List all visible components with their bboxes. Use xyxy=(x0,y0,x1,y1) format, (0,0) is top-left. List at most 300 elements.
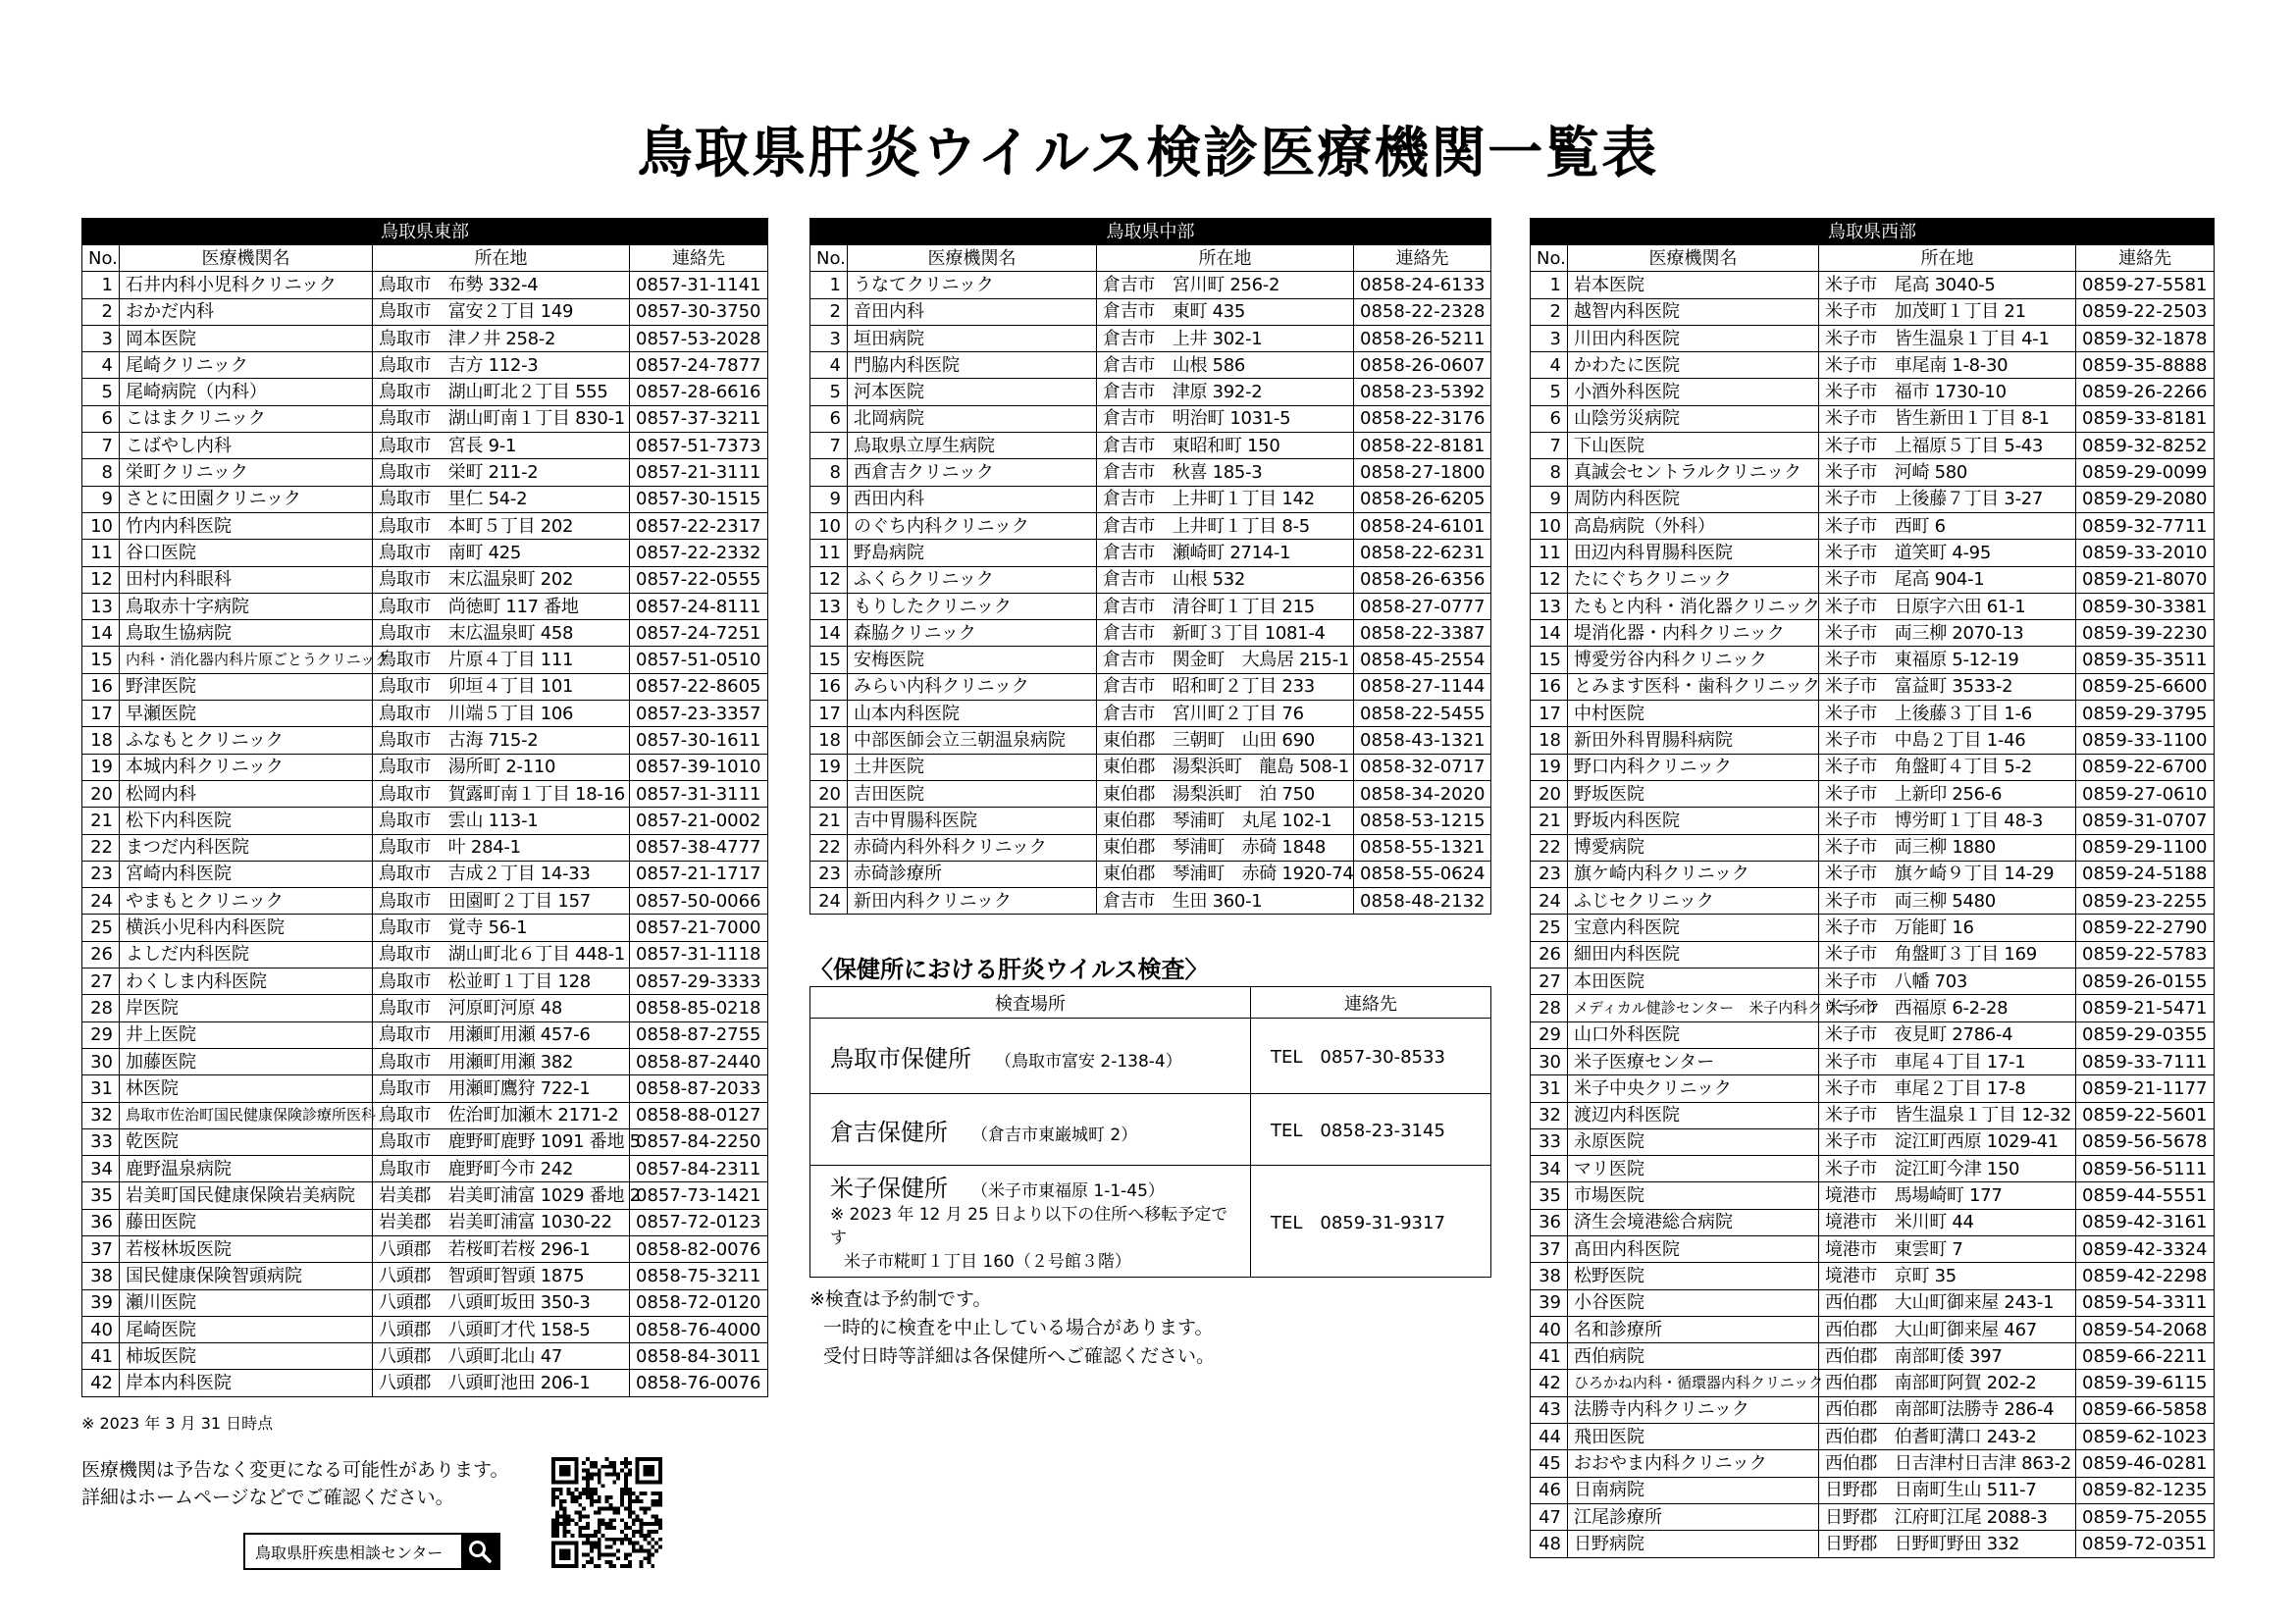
institution-phone: 0859-22-2503 xyxy=(2076,298,2215,325)
institution-address: 米子市 両三柳 1880 xyxy=(1819,834,2076,861)
table-row xyxy=(810,593,1491,619)
health-center-tel: TEL 0859-31-9317 xyxy=(1251,1166,1491,1278)
table-row xyxy=(1531,1021,2215,1048)
row-number: 45 xyxy=(1531,1450,1568,1477)
row-number: 42 xyxy=(1531,1370,1568,1396)
health-center-row xyxy=(810,1166,1491,1278)
table-row xyxy=(1531,1128,2215,1155)
institution-name: 渡辺内科医院 xyxy=(1568,1102,1819,1128)
row-number: 25 xyxy=(1531,915,1568,941)
institution-phone: 0858-75-3211 xyxy=(630,1263,768,1289)
institution-address: 西伯郡 伯耆町溝口 243-2 xyxy=(1819,1424,2076,1450)
institution-address: 鳥取市 津ノ井 258-2 xyxy=(373,325,630,351)
table-row xyxy=(82,1343,768,1370)
institution-address: 鳥取市 佐治町加瀬木 2171-2 xyxy=(373,1102,630,1128)
table-row xyxy=(1531,1424,2215,1450)
institution-name: 鳥取市佐治町国民健康保険診療所医科 xyxy=(120,1102,373,1128)
institution-address: 日野郡 日南町生山 511-7 xyxy=(1819,1477,2076,1503)
table-row xyxy=(82,941,768,968)
institution-address: 八頭郡 八頭町坂田 350-3 xyxy=(373,1289,630,1316)
institution-address: 鳥取市 湖山町北２丁目 555 xyxy=(373,379,630,405)
institution-address: 倉吉市 津原 392-2 xyxy=(1097,379,1354,405)
col-phone: 連絡先 xyxy=(2076,245,2215,272)
institution-phone: 0859-54-3311 xyxy=(2076,1289,2215,1316)
institution-phone: 0858-26-5211 xyxy=(1354,325,1491,351)
institution-phone: 0859-29-0355 xyxy=(2076,1021,2215,1048)
institution-address: 境港市 馬場崎町 177 xyxy=(1819,1182,2076,1209)
row-number: 27 xyxy=(82,969,120,995)
institution-address: 米子市 上福原５丁目 5-43 xyxy=(1819,433,2076,459)
table-row xyxy=(810,701,1491,727)
institution-address: 鳥取市 鹿野町今市 242 xyxy=(373,1156,630,1182)
institution-phone: 0859-33-7111 xyxy=(2076,1048,2215,1074)
table-row xyxy=(82,1263,768,1289)
institution-name: 日野病院 xyxy=(1568,1531,1819,1557)
row-number: 17 xyxy=(82,701,120,727)
row-number: 19 xyxy=(810,754,848,780)
institution-name: 岸本内科医院 xyxy=(120,1370,373,1396)
institution-name: 山陰労災病院 xyxy=(1568,405,1819,432)
row-number: 4 xyxy=(82,352,120,379)
institution-phone: 0859-66-5858 xyxy=(2076,1396,2215,1423)
row-number: 36 xyxy=(82,1209,120,1235)
row-number: 34 xyxy=(82,1156,120,1182)
health-center-name: 倉吉保健所 xyxy=(830,1118,948,1146)
institution-address: 倉吉市 山根 586 xyxy=(1097,352,1354,379)
institution-phone: 0857-29-3333 xyxy=(630,969,768,995)
institution-address: 鳥取市 用瀬町用瀬 457-6 xyxy=(373,1021,630,1048)
table-row xyxy=(810,808,1491,834)
institution-address: 米子市 富益町 3533-2 xyxy=(1819,673,2076,700)
table-row xyxy=(810,754,1491,780)
institution-name: 赤碕内科外科クリニック xyxy=(848,834,1097,861)
institution-name: ふじセクリニック xyxy=(1568,888,1819,915)
institution-address: 倉吉市 山根 532 xyxy=(1097,566,1354,593)
institution-name: 旗ケ崎内科クリニック xyxy=(1568,861,1819,887)
institution-phone: 0857-21-0002 xyxy=(630,808,768,834)
institution-phone: 0858-76-0076 xyxy=(630,1370,768,1396)
institution-address: 米子市 旗ケ崎９丁目 14-29 xyxy=(1819,861,2076,887)
col-address: 所在地 xyxy=(1097,245,1354,272)
table-row xyxy=(82,888,768,915)
institution-address: 米子市 福市 1730-10 xyxy=(1819,379,2076,405)
health-center-row xyxy=(810,1019,1491,1094)
search-icon[interactable] xyxy=(461,1534,498,1569)
institution-address: 八頭郡 若桜町若桜 296-1 xyxy=(373,1235,630,1262)
row-number: 41 xyxy=(82,1343,120,1370)
institution-address: 西伯郡 南部町倭 397 xyxy=(1819,1343,2076,1370)
institution-address: 鳥取市 覚寺 56-1 xyxy=(373,915,630,941)
table-row xyxy=(810,673,1491,700)
institution-phone: 0859-26-2266 xyxy=(2076,379,2215,405)
institution-phone: 0857-72-0123 xyxy=(630,1209,768,1235)
table-row xyxy=(810,352,1491,379)
institution-address: 倉吉市 上井町１丁目 8-5 xyxy=(1097,512,1354,539)
region-header: 鳥取県中部 xyxy=(810,219,1491,245)
region-east xyxy=(81,218,767,1397)
qr-code-icon[interactable] xyxy=(551,1457,662,1568)
institution-address: 東伯郡 湯梨浜町 泊 750 xyxy=(1097,780,1354,807)
institution-name: こばやし内科 xyxy=(120,433,373,459)
institution-address: 倉吉市 昭和町２丁目 233 xyxy=(1097,673,1354,700)
row-number: 4 xyxy=(810,352,848,379)
row-number: 24 xyxy=(810,888,848,915)
table-row xyxy=(82,969,768,995)
institution-phone: 0857-37-3211 xyxy=(630,405,768,432)
row-number: 10 xyxy=(810,512,848,539)
table-row xyxy=(82,1102,768,1128)
institution-name: 河本医院 xyxy=(848,379,1097,405)
institution-phone: 0857-31-1118 xyxy=(630,941,768,968)
institution-name: 瀬川医院 xyxy=(120,1289,373,1316)
row-number: 44 xyxy=(1531,1424,1568,1450)
row-number: 11 xyxy=(810,540,848,566)
row-number: 38 xyxy=(1531,1263,1568,1289)
row-number: 3 xyxy=(82,325,120,351)
institution-phone: 0858-32-0717 xyxy=(1354,754,1491,780)
institution-name: 本田医院 xyxy=(1568,969,1819,995)
institution-phone: 0859-35-8888 xyxy=(2076,352,2215,379)
row-number: 15 xyxy=(810,647,848,673)
col-phone: 連絡先 xyxy=(1354,245,1491,272)
institution-name: 安梅医院 xyxy=(848,647,1097,673)
institution-address: 東伯郡 湯梨浜町 龍島 508-1 xyxy=(1097,754,1354,780)
institution-phone: 0858-88-0127 xyxy=(630,1102,768,1128)
institution-address: 米子市 道笑町 4-95 xyxy=(1819,540,2076,566)
row-number: 6 xyxy=(1531,405,1568,432)
institution-name: 鳥取生協病院 xyxy=(120,620,373,647)
row-number: 14 xyxy=(82,620,120,647)
institution-address: 米子市 上後藤３丁目 1-6 xyxy=(1819,701,2076,727)
institution-address: 米子市 夜見町 2786-4 xyxy=(1819,1021,2076,1048)
table-row xyxy=(82,352,768,379)
institution-name: 加藤医院 xyxy=(120,1048,373,1074)
table-row xyxy=(810,298,1491,325)
row-number: 23 xyxy=(810,861,848,887)
health-center-tel: TEL 0858-23-3145 xyxy=(1251,1094,1491,1166)
table-row xyxy=(82,647,768,673)
region-table xyxy=(1530,218,2215,1558)
institution-phone: 0859-62-1023 xyxy=(2076,1424,2215,1450)
row-number: 15 xyxy=(1531,647,1568,673)
institution-name: 済生会境港総合病院 xyxy=(1568,1209,1819,1235)
institution-name: 門脇内科医院 xyxy=(848,352,1097,379)
row-number: 10 xyxy=(82,512,120,539)
institution-address: 東伯郡 琴浦町 赤碕 1848 xyxy=(1097,834,1354,861)
institution-address: 米子市 八幡 703 xyxy=(1819,969,2076,995)
table-row xyxy=(1531,566,2215,593)
table-row xyxy=(1531,593,2215,619)
institution-name: 越智内科医院 xyxy=(1568,298,1819,325)
table-row xyxy=(810,272,1491,298)
row-number: 27 xyxy=(1531,969,1568,995)
institution-phone: 0859-29-1100 xyxy=(2076,834,2215,861)
row-number: 5 xyxy=(82,379,120,405)
table-row xyxy=(82,486,768,512)
institution-name: 西田内科 xyxy=(848,486,1097,512)
region-table xyxy=(809,218,1491,915)
row-number: 8 xyxy=(82,459,120,486)
institution-address: 鳥取市 湯所町 2-110 xyxy=(373,754,630,780)
col-name: 医療機関名 xyxy=(1568,245,1819,272)
row-number: 5 xyxy=(1531,379,1568,405)
institution-address: 米子市 皆生温泉１丁目 12-32 xyxy=(1819,1102,2076,1128)
col-place: 検査場所 xyxy=(810,987,1251,1019)
institution-address: 岩美郡 岩美町浦富 1030-22 xyxy=(373,1209,630,1235)
row-number: 22 xyxy=(810,834,848,861)
table-row xyxy=(1531,433,2215,459)
institution-name: 新田外科胃腸科病院 xyxy=(1568,727,1819,754)
institution-address: 八頭郡 八頭町北山 47 xyxy=(373,1343,630,1370)
institution-phone: 0858-87-2440 xyxy=(630,1048,768,1074)
table-row xyxy=(82,1156,768,1182)
institution-phone: 0859-33-2010 xyxy=(2076,540,2215,566)
table-row xyxy=(82,1128,768,1155)
institution-address: 鳥取市 尚徳町 117 番地 xyxy=(373,593,630,619)
table-row xyxy=(82,325,768,351)
institution-phone: 0859-44-5551 xyxy=(2076,1182,2215,1209)
institution-phone: 0858-87-2755 xyxy=(630,1021,768,1048)
reservation-note-line: ※検査は予約制です。 xyxy=(809,1288,992,1310)
institution-name: 野口内科クリニック xyxy=(1568,754,1819,780)
institution-name: 堤消化器・内科クリニック xyxy=(1568,620,1819,647)
institution-name: 中村医院 xyxy=(1568,701,1819,727)
institution-address: 倉吉市 宮川町２丁目 76 xyxy=(1097,701,1354,727)
row-number: 13 xyxy=(82,593,120,619)
institution-phone: 0857-84-2250 xyxy=(630,1128,768,1155)
institution-phone: 0859-22-2790 xyxy=(2076,915,2215,941)
institution-address: 米子市 両三柳 2070-13 xyxy=(1819,620,2076,647)
institution-name: 名和診療所 xyxy=(1568,1316,1819,1342)
institution-name: 法勝寺内科クリニック xyxy=(1568,1396,1819,1423)
table-row xyxy=(82,780,768,807)
table-row xyxy=(1531,915,2215,941)
institution-name: こはまクリニック xyxy=(120,405,373,432)
institution-phone: 0859-46-0281 xyxy=(2076,1450,2215,1477)
institution-address: 倉吉市 東昭和町 150 xyxy=(1097,433,1354,459)
table-row xyxy=(82,620,768,647)
institution-address: 鳥取市 河原町河原 48 xyxy=(373,995,630,1021)
institution-name: 宮崎内科医院 xyxy=(120,861,373,887)
institution-name: 小酒外科医院 xyxy=(1568,379,1819,405)
row-number: 18 xyxy=(810,727,848,754)
table-row xyxy=(1531,459,2215,486)
institution-name: おおやま内科クリニック xyxy=(1568,1450,1819,1477)
institution-name: 川田内科医院 xyxy=(1568,325,1819,351)
institution-name: ひろかね内科・循環器内科クリニック xyxy=(1568,1370,1819,1396)
institution-phone: 0858-55-0624 xyxy=(1354,861,1491,887)
row-number: 7 xyxy=(1531,433,1568,459)
institution-name: 周防内科医院 xyxy=(1568,486,1819,512)
institution-address: 米子市 両三柳 5480 xyxy=(1819,888,2076,915)
table-row xyxy=(810,727,1491,754)
row-number: 46 xyxy=(1531,1477,1568,1503)
table-row xyxy=(810,834,1491,861)
institution-address: 八頭郡 八頭町池田 206-1 xyxy=(373,1370,630,1396)
institution-name: 山口外科医院 xyxy=(1568,1021,1819,1048)
row-number: 22 xyxy=(1531,834,1568,861)
table-row xyxy=(1531,861,2215,887)
health-center-name: 米子保健所 xyxy=(830,1175,948,1202)
institution-name: 鳥取県立厚生病院 xyxy=(848,433,1097,459)
table-row xyxy=(1531,298,2215,325)
institution-address: 米子市 上新印 256-6 xyxy=(1819,780,2076,807)
row-number: 20 xyxy=(810,780,848,807)
table-row xyxy=(82,727,768,754)
institution-name: 西倉吉クリニック xyxy=(848,459,1097,486)
institution-phone: 0857-30-1611 xyxy=(630,727,768,754)
row-number: 19 xyxy=(82,754,120,780)
table-row xyxy=(82,834,768,861)
institution-name: 下山医院 xyxy=(1568,433,1819,459)
health-center-address: （米子市東福原 1-1-45） xyxy=(971,1181,1165,1201)
institution-address: 鳥取市 吉成２丁目 14-33 xyxy=(373,861,630,887)
institution-address: 米子市 東福原 5-12-19 xyxy=(1819,647,2076,673)
row-number: 18 xyxy=(82,727,120,754)
institution-name: 野島病院 xyxy=(848,540,1097,566)
institution-address: 米子市 尾高 904-1 xyxy=(1819,566,2076,593)
row-number: 30 xyxy=(1531,1048,1568,1074)
table-row xyxy=(82,701,768,727)
table-row xyxy=(1531,647,2215,673)
row-number: 43 xyxy=(1531,1396,1568,1423)
row-number: 41 xyxy=(1531,1343,1568,1370)
institution-address: 西伯郡 南部町阿賀 202-2 xyxy=(1819,1370,2076,1396)
row-number: 26 xyxy=(82,941,120,968)
institution-phone: 0859-33-1100 xyxy=(2076,727,2215,754)
institution-name: 松岡内科 xyxy=(120,780,373,807)
row-number: 8 xyxy=(810,459,848,486)
row-number: 1 xyxy=(1531,272,1568,298)
institution-address: 東伯郡 琴浦町 丸尾 102-1 xyxy=(1097,808,1354,834)
institution-phone: 0859-32-8252 xyxy=(2076,433,2215,459)
institution-address: 鳥取市 本町５丁目 202 xyxy=(373,512,630,539)
table-row xyxy=(810,325,1491,351)
table-row xyxy=(1531,727,2215,754)
institution-phone: 0858-82-0076 xyxy=(630,1235,768,1262)
row-number: 6 xyxy=(810,405,848,432)
institution-name: 音田内科 xyxy=(848,298,1097,325)
institution-name: 細田内科医院 xyxy=(1568,941,1819,968)
institution-phone: 0859-27-0610 xyxy=(2076,780,2215,807)
institution-name: 江尾診療所 xyxy=(1568,1503,1819,1530)
table-row xyxy=(810,379,1491,405)
institution-phone: 0857-38-4777 xyxy=(630,834,768,861)
row-number: 13 xyxy=(810,593,848,619)
institution-name: 米子中央クリニック xyxy=(1568,1075,1819,1102)
row-number: 22 xyxy=(82,834,120,861)
table-row xyxy=(1531,1209,2215,1235)
institution-name: 野津医院 xyxy=(120,673,373,700)
row-number: 26 xyxy=(1531,941,1568,968)
row-number: 9 xyxy=(82,486,120,512)
col-no: No. xyxy=(82,245,120,272)
row-number: 18 xyxy=(1531,727,1568,754)
institution-address: 倉吉市 清谷町１丁目 215 xyxy=(1097,593,1354,619)
institution-phone: 0858-27-1144 xyxy=(1354,673,1491,700)
institution-address: 鳥取市 雲山 113-1 xyxy=(373,808,630,834)
institution-name: わくしま内科医院 xyxy=(120,969,373,995)
row-number: 2 xyxy=(82,298,120,325)
table-row xyxy=(1531,1477,2215,1503)
institution-phone: 0859-42-3161 xyxy=(2076,1209,2215,1235)
institution-name: 博愛病院 xyxy=(1568,834,1819,861)
institution-phone: 0859-26-0155 xyxy=(2076,969,2215,995)
row-number: 5 xyxy=(810,379,848,405)
institution-address: 境港市 東雲町 7 xyxy=(1819,1235,2076,1262)
page-title: 鳥取県肝炎ウイルス検診医療機関一覧表 xyxy=(637,122,1659,185)
institution-address: 鳥取市 賀露町南１丁目 18-16 xyxy=(373,780,630,807)
row-number: 37 xyxy=(1531,1235,1568,1262)
institution-phone: 0859-75-2055 xyxy=(2076,1503,2215,1530)
institution-address: 倉吉市 生田 360-1 xyxy=(1097,888,1354,915)
row-number: 32 xyxy=(1531,1102,1568,1128)
row-number: 16 xyxy=(1531,673,1568,700)
institution-address: 日野郡 江府町江尾 2088-3 xyxy=(1819,1503,2076,1530)
table-row xyxy=(82,379,768,405)
institution-phone: 0859-21-5471 xyxy=(2076,995,2215,1021)
institution-phone: 0857-23-3357 xyxy=(630,701,768,727)
institution-address: 米子市 角盤町３丁目 169 xyxy=(1819,941,2076,968)
institution-address: 鳥取市 卯垣４丁目 101 xyxy=(373,673,630,700)
institution-phone: 0859-33-8181 xyxy=(2076,405,2215,432)
institution-phone: 0859-56-5111 xyxy=(2076,1156,2215,1182)
institution-phone: 0857-21-3111 xyxy=(630,459,768,486)
institution-name: 新田内科クリニック xyxy=(848,888,1097,915)
institution-address: 鳥取市 古海 715-2 xyxy=(373,727,630,754)
institution-name: 永原医院 xyxy=(1568,1128,1819,1155)
institution-address: 倉吉市 瀬崎町 2714-1 xyxy=(1097,540,1354,566)
table-row xyxy=(1531,1316,2215,1342)
row-number: 29 xyxy=(1531,1021,1568,1048)
table-row xyxy=(1531,808,2215,834)
institution-address: 鳥取市 吉方 112-3 xyxy=(373,352,630,379)
institution-phone: 0857-39-1010 xyxy=(630,754,768,780)
institution-phone: 0859-32-1878 xyxy=(2076,325,2215,351)
table-row xyxy=(1531,1343,2215,1370)
table-row xyxy=(810,780,1491,807)
table-row xyxy=(1531,1503,2215,1530)
table-row xyxy=(82,1048,768,1074)
institution-name: 森脇クリニック xyxy=(848,620,1097,647)
row-number: 20 xyxy=(1531,780,1568,807)
row-number: 24 xyxy=(1531,888,1568,915)
institution-address: 鳥取市 用瀬町用瀬 382 xyxy=(373,1048,630,1074)
institution-name: まつだ内科医院 xyxy=(120,834,373,861)
table-row xyxy=(1531,995,2215,1021)
institution-name: とみます医科・歯科クリニック xyxy=(1568,673,1819,700)
institution-name: おかだ内科 xyxy=(120,298,373,325)
row-number: 20 xyxy=(82,780,120,807)
institution-address: 倉吉市 明治町 1031-5 xyxy=(1097,405,1354,432)
row-number: 12 xyxy=(82,566,120,593)
institution-phone: 0858-34-2020 xyxy=(1354,780,1491,807)
table-row xyxy=(1531,780,2215,807)
health-center-tel: TEL 0857-30-8533 xyxy=(1251,1019,1491,1094)
institution-address: 鳥取市 宮長 9-1 xyxy=(373,433,630,459)
institution-name: 北岡病院 xyxy=(848,405,1097,432)
institution-address: 西伯郡 大山町御来屋 467 xyxy=(1819,1316,2076,1342)
institution-address: 日野郡 日野町野田 332 xyxy=(1819,1531,2076,1557)
institution-phone: 0857-53-2028 xyxy=(630,325,768,351)
table-row xyxy=(1531,1102,2215,1128)
institution-address: 鳥取市 用瀬町鷹狩 722-1 xyxy=(373,1075,630,1102)
search-box[interactable] xyxy=(243,1533,500,1570)
institution-name: 松下内科医院 xyxy=(120,808,373,834)
institution-phone: 0858-27-0777 xyxy=(1354,593,1491,619)
row-number: 16 xyxy=(82,673,120,700)
institution-address: 鳥取市 片原４丁目 111 xyxy=(373,647,630,673)
